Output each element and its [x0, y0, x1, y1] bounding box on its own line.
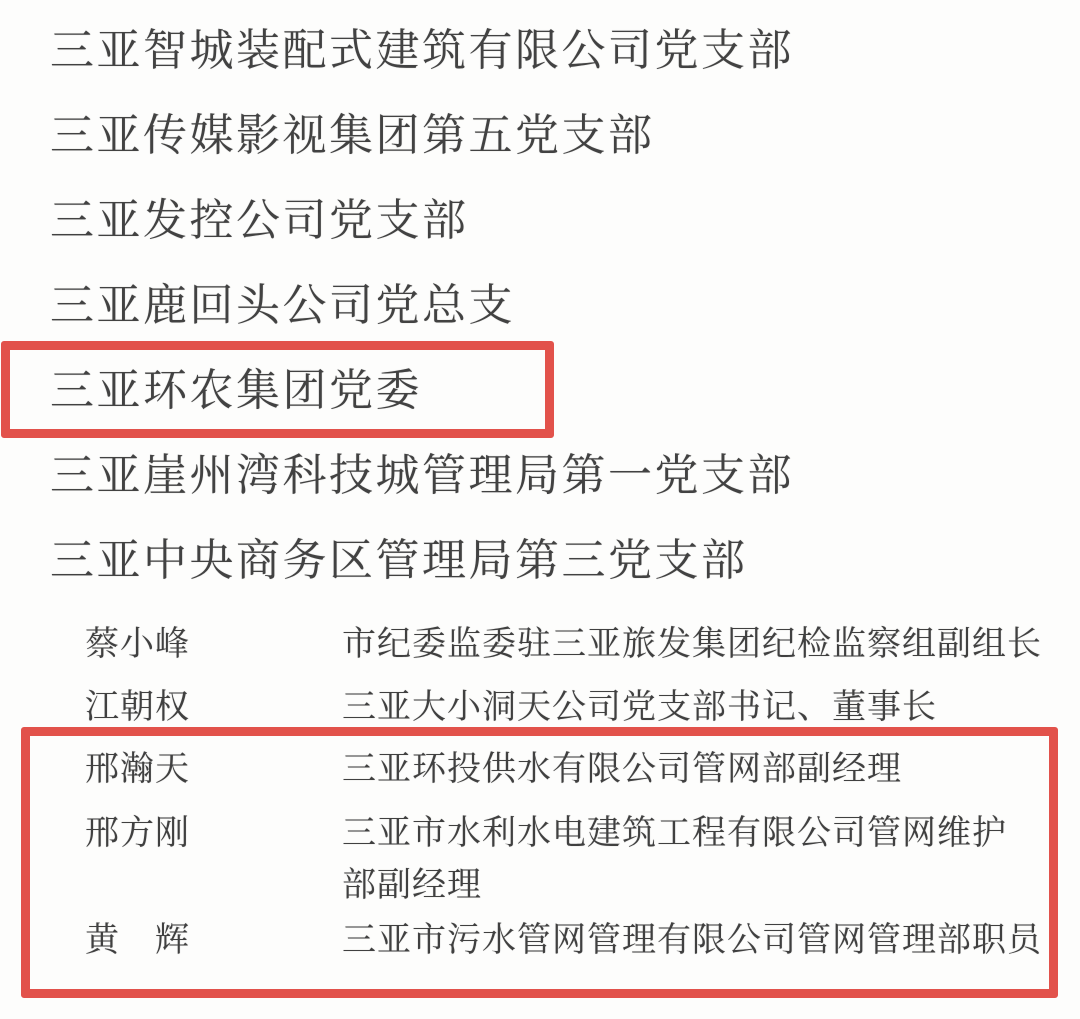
person-position-line: 市纪委监委驻三亚旅发集团纪检监察组副组长 — [342, 626, 1042, 663]
person-name: 蔡小峰 — [85, 626, 190, 663]
person-name: 黄 辉 — [85, 922, 190, 959]
person-position — [342, 619, 1042, 671]
person-name: 邢方刚 — [85, 815, 190, 852]
person-position-line: 三亚大小洞天公司党支部书记、董事长 — [342, 689, 937, 726]
org-list-item: 三亚鹿回头公司党总支 — [50, 281, 515, 330]
org-list-item: 三亚智城装配式建筑有限公司党支部 — [50, 26, 794, 75]
org-list-item: 三亚崖州湾科技城管理局第一党支部 — [50, 451, 794, 500]
person-name: 江朝权 — [85, 689, 190, 726]
person-position — [342, 682, 1032, 734]
person-position — [342, 744, 1032, 796]
person-position-line: 部副经理 — [342, 867, 482, 904]
person-position-line: 三亚市污水管网管理有限公司管网管理部职员 — [342, 922, 1042, 959]
org-list-item: 三亚发控公司党支部 — [50, 196, 469, 245]
org-list-item: 三亚传媒影视集团第五党支部 — [50, 111, 655, 160]
person-name: 邢瀚天 — [85, 751, 190, 788]
person-position — [342, 808, 1032, 912]
person-position-line: 三亚环投供水有限公司管网部副经理 — [342, 751, 902, 788]
org-list-item: 三亚中央商务区管理局第三党支部 — [50, 536, 748, 585]
org-list-item-highlighted: 三亚环农集团党委 — [50, 366, 422, 415]
person-position — [342, 915, 1042, 967]
person-position-line: 三亚市水利水电建筑工程有限公司管网维护 — [342, 815, 1007, 852]
